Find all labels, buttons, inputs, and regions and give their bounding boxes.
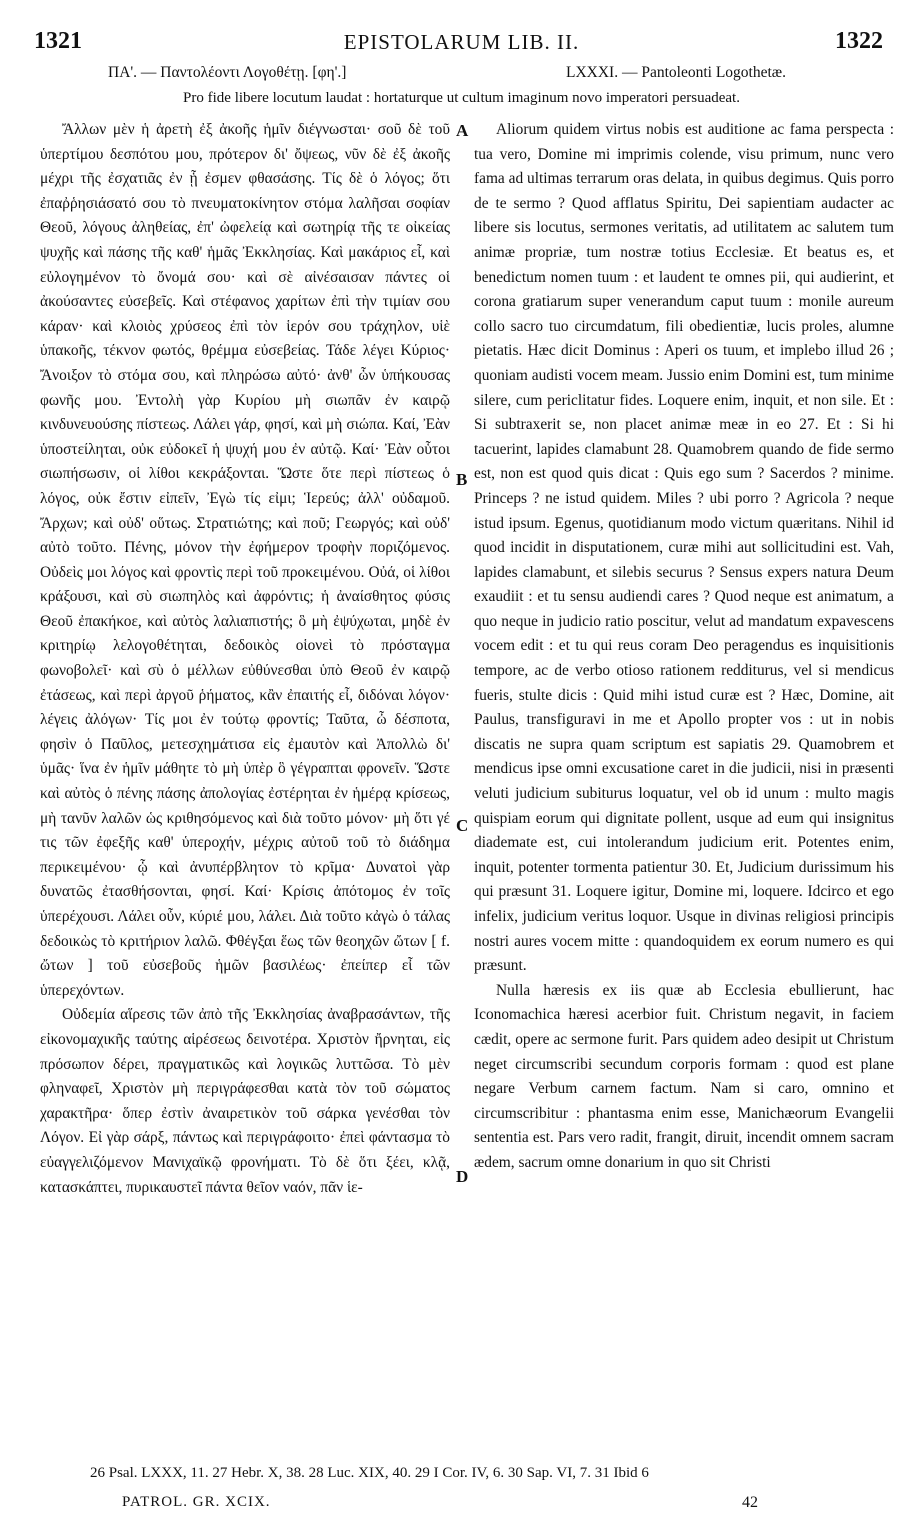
latin-text-column [474, 118, 894, 1176]
greek-paragraph-1: Ἄλλων μὲν ἡ ἀρετὴ ἐξ ἀκοῆς ἡμῖν διέγνωσται· σοῦ δὲ τοῦ ὑπερτίμου δεσπότου μου, πρότερον δι' ὄψεως, νῦν δὲ ἐξ ἀκοῆς μέχρι τῆς ἐσχατιᾶς ἐν ᾗ ἐσμεν φθασάσης. Τίς δὲ ὁ λόγος; ὅτι ἐπαῤῥησιάσατό σου τὸ πνευματοκίνητον στόμα λαλῆσαι σοφίαν Θεοῦ, λόγους ἀληθείας, ἐπ' ὠφελείᾳ καὶ σωτηρίᾳ τῆς τε οἰκείας ψυχῆς καὶ πάσης τῆς καθ' ἡμᾶς Ἐκκλησίας. Καὶ μακάριος εἶ, καὶ εὐλογημένον τὸ ὄνομά σου· καὶ σὲ αἰνέσαισαν πάντες οἱ ἀκούσαντες εὐσεβεῖς. Καὶ στέφανος χαρίτων ἐπὶ τὴν τιμίαν σου κάραν· καὶ κλοιὸς χρύσεος ἐπὶ τὸν ἱερόν σου τράχηλον, υἱὲ ὑπακοῆς, τέκνον φωτός, θρέμμα εὐσεβείας. Τάδε λέγει Κύριος· Ἄνοιξον τὸ στόμα σου, καὶ πληρώσω αὐτό· ἀνθ' ὧν ὑπήκουσας φωνῆς μου. Ἐντολὴ γὰρ Κυρίου μὴ σιωπᾶν ἐν καιρῷ κινδυνευούσης πίστεως. Λάλει γάρ, φησί, καὶ μὴ σιώπα. Καί, Ἐὰν ὑποστείληται, οὐκ εὐδοκεῖ ἡ ψυχή μου ἐν αὐτῷ. Καί· Ἐὰν οὗτοι σιωπήσωσιν, οἱ λίθοι κεκράξονται. Ὥστε ὅτε περὶ πίστεως ὁ λόγος, οὐκ ἔστιν εἰπεῖν, Ἐγὼ τίς εἰμι; Ἱερεύς; ἀλλ' οὐδαμοῦ. Ἄρχων; καὶ οὐδ' οὕτως. Στρατιώτης; καὶ ποῦ; Γεωργός; καὶ οὐδ' αὐτὸ τοῦτο. Πένης, μόνον τὴν ἐφήμερον τροφὴν ποριζόμενος. Οὐδεὶς μοι λόγος καὶ φροντὶς περὶ τοῦ προκειμένου. Οὐά, οἱ λίθοι κράξουσι, καὶ σὺ σιωπηλὸς καὶ ἀφρόντις; ἡ ἀναίσθητος φύσις Θεοῦ ἐπακήκοε, καὶ αὐτὸς λαλιαπιστής; ὃ μὴ ἐψύχωται, μηδὲ ἐν κριτηρίῳ λελογοθέτηται, δεδοικὸς οἱονεὶ τὸ πρόσταγμα φωνοβολεῖ· καὶ σὺ ὁ μέλλων εὐθύνεσθαι ὑπὸ Θεοῦ ἐν καιρῷ ἐτάσεως, καὶ περὶ ἀργοῦ ῥήματος, κἂν ἐπαιτής εἶ, διδόναι λόγον· λέγεις ἀλόγων· Τίς μοι ἐν τούτῳ φροντίς; Ταῦτα, ὦ δέσποτα, φησὶν ὁ Παῦλος, μετεσχημάτισα εἰς ἐμαυτὸν καὶ Ἀπολλὼ δι' ὑμᾶς· ἵνα ἐν ἡμῖν μάθητε τὸ μὴ ὑπὲρ ὃ γέγραπται φρονεῖν. Ὥστε καὶ αὐτὸς ὁ πένης πάσης ἀπολογίας ἐστέρηται ἐν ἡμέρᾳ κρίσεως, μὴ τανῦν λαλῶν ὡς κριθησόμενος καὶ διὰ τοῦτο μόνον· μὴ ὅτι γέ τις τῶν ἐφεξῆς καθ' ὑπεροχήν, μέχρις αὐτοῦ τοῦ τὸ διάδημα περικειμένου· ᾧ καὶ ἀνυπέρβλητον τὸ κρῖμα· Δυνατοὶ γὰρ δυνατῶς ἐτασθήσονται, φησί. Καί· Κρίσις ἀπότομος ἐν τοῖς ὑπερέχουσι. Λάλει οὖν, κύριέ μου, λάλει. Διὰ τοῦτο κἀγὼ ὁ τάλας δεδοικὼς τὸ κριτήριον λαλῶ. Φθέγξαι ἕως τῶν θεοηχῶν ὤτων [ f. ὤτων ] τοῦ εὐσεβοῦς ἡμῶν βασιλέως· ἐπείπερ εἶ τῶν ὑπερεχόντων. [40, 121, 450, 999]
latin-paragraph-2: Nulla hæresis ex iis quæ ab Ecclesia ebullierunt, hac Iconomachica hæresi acerbior fuit. Christum negavit, in faciem cædit, opere ac sermone furit. Pars quidem adeo desipit ut Christum neget circumscribi secundum corporis formam : quod est plane negare Verbum carnem factum. Nam si caro, omnino et circumscribitur : phantasma enim esse, Manichæorum Evangelii sententia est. Pars vero radit, frangit, diruit, incendit omnem sacram ædem, sacrum omne donarium in quo sit Christi [474, 981, 894, 1171]
footnotes: 26 Psal. LXXX, 11. 27 Hebr. X, 38. 28 Luc. XIX, 40. 29 I Cor. IV, 6. 30 Sap. VI, 7. 31 Ibid 6 [90, 1465, 649, 1481]
right-page-number: 1322 [835, 28, 883, 54]
section-marker-a: A [456, 121, 469, 140]
running-title: EPISTOLARUM LIB. II. [343, 30, 580, 54]
letter-summary: Pro fide libere locutum laudat : hortaturque ut cultum imaginum novo imperatori persuadeat. [183, 90, 740, 106]
greek-letter-heading: ΠΑ'. — Παντολέοντι Λογοθέτῃ. [φη'.] [108, 64, 347, 81]
sheet-number: 42 [742, 1494, 758, 1511]
section-marker-d: D [456, 1167, 469, 1186]
greek-text-column [40, 118, 450, 1200]
section-marker-b: B [456, 470, 468, 489]
greek-paragraph-2: Οὐδεμία αἵρεσις τῶν ἀπὸ τῆς Ἐκκλησίας ἀναβρασάντων, τῆς εἰκονομαχικῆς ταύτης αἱρέσεως δεινοτέρα. Χριστὸν ἤρνηται, εἰς πρόσωπον δέρει, πραγματικῶς καὶ λογικῶς λυττῶσα. Τὸ μὲν φληναφεῖ, Χριστὸν μὴ περιγράφεσθαι κατὰ τὸν τοῦ σώματος χαρακτῆρα· ὅπερ ἐστὶν ἀναιρετικὸν τοῦ σάρκα γενέσθαι τὸν Λόγον. Εἰ γὰρ σάρξ, πάντως καὶ περιγράφοιτο· ἐπεὶ φάντασμα τὸ εὐαγγελιζόμενον Μανιχαϊκῷ φρονήματι. Τὸ δὲ ὅτι ξέει, κλᾷ, κατασκάπτει, πυρικαυστεῖ πάντα θεῖον ναόν, πᾶν ἱε- [40, 1006, 450, 1196]
page-header [0, 28, 923, 58]
series-signature: PATROL. GR. XCIX. [122, 1494, 271, 1510]
left-page-number: 1321 [34, 28, 82, 54]
latin-paragraph-1: Aliorum quidem virtus nobis est auditione ac fama perspecta : tua vero, Domine mi imprimis colende, visu primum, nunc vero fama ad ultimas terrarum oras delata, in quibus degimus. Quis porro de te sermo ? Quod afflatus Spiritu, Dei sapientiam audacter ac libere sis locutus, sermones veritatis, ad utilitatem ac salutem tum animæ propriæ, tum nostræ totius Ecclesiæ. Et beatus es, et benedictum nomen tuum : et laudent te omnes pii, qui audierint, et corona gratiarum super venerandum caput tuum : monile aureum collo sacro tuo circumdatum, fili obedientiæ, lucis proles, alumne pietatis. Hæc dicit Dominus : Aperi os tuum, et implebo illud 26 ; quoniam audisti vocem meam. Jussio enim Domini est, tum minime silere, cum periclitatur fides. Loquere enim, inquit, et non sile. Et : Si subtraxerit se, non placet animæ meæ in eo 27. Et : Si hi tacuerint, lapides clamabunt 28. Quamobrem quando de fide sermo est, non est quod quis dicat : Quis ego sum ? Sacerdos ? minime. Princeps ? ne istud quidem. Miles ? ubi porro ? Agricola ? neque istud ipsum. Egenus, quotidianum modo victum quæritans. Nihil id quod incidit in disputationem, curæ mihi aut sollicitudini est. Vah, lapides clamabunt, et silebis securus ? Sensus expers natura Deum exaudiit : et tu sensu audiendi cares ? Quod neque est animatum, a quo neque in judicio ratio poscitur, velut ad mandatum expavescens vocem edit : et tu qui reus coram Deo peragendus es inquisitionis tempore, ac de verbo otioso rationem redditurus, vel si mendicus fueris, stulte dicis : Quid mihi istud curæ est ? Hæc, Domine, ait Paulus, transfiguravi in me et Apollo propter vos : ut in nobis discatis ne supra quam scriptum est sapiatis 29. Quamobrem et mendicus ipse omni excusatione caret in die judicii, nisi in præsenti veluti judicium subiturus loquatur, vel ob id unum : multo magis quispiam eorum qui dignitate pollent, usque ad eum qui insignitus diademate est, cui intolerandum judicium erit. Potentes enim, inquit, potenter tormenta patientur 30. Et, Judicium durissimum his qui præsunt 31. Loquere igitur, Domine mi, loquere. Idcirco et ego infelix, judicium veritus loquor. Usque in divinas religiosi principis nostri aures vocem mitte : quandoquidem ex eorum numero es qui præsunt. [474, 121, 894, 975]
section-marker-c: C [456, 816, 469, 835]
latin-letter-heading: LXXXI. — Pantoleonti Logothetæ. [566, 64, 786, 81]
